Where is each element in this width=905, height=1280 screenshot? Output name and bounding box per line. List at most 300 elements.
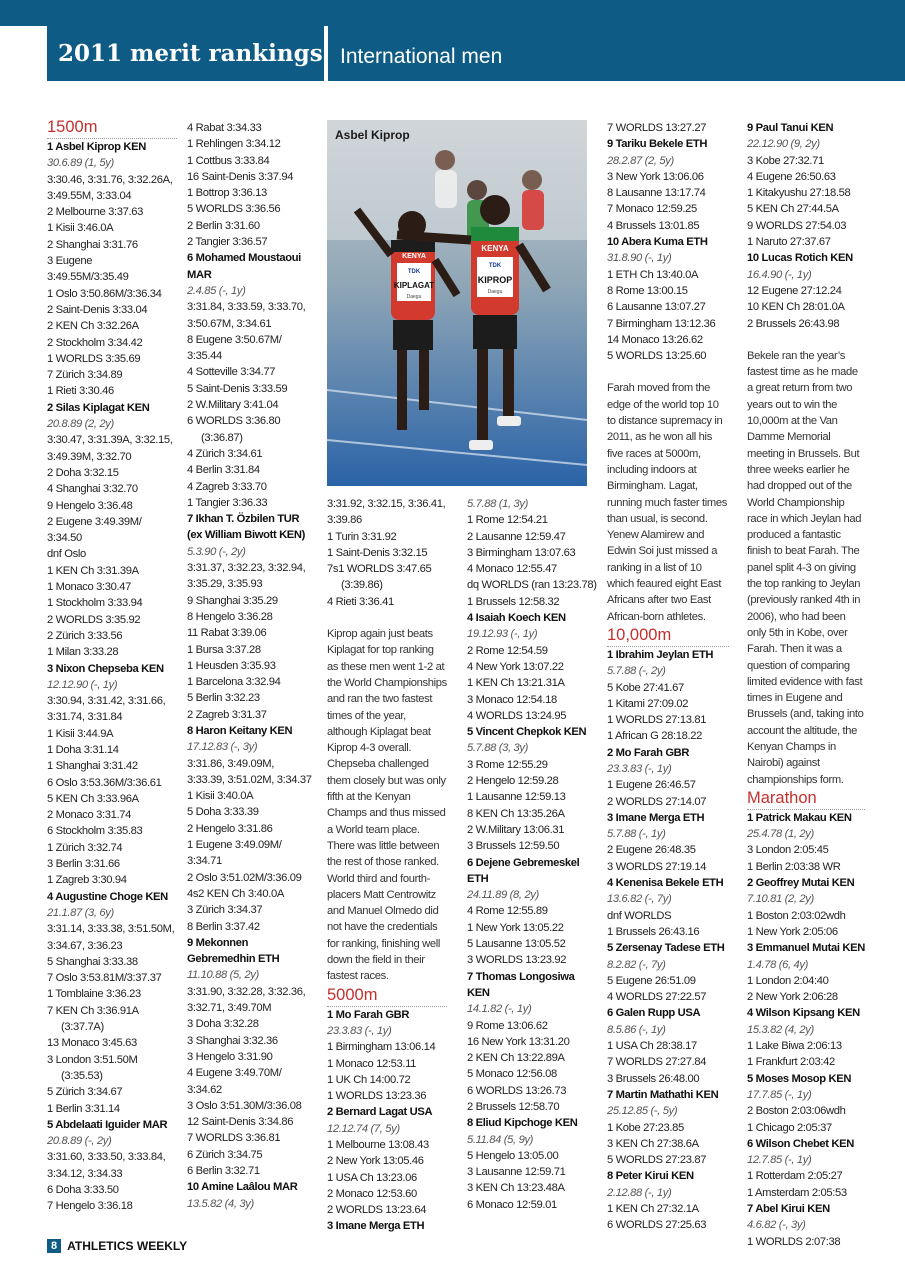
svg-text:KIPLAGAT: KIPLAGAT [393, 281, 435, 290]
result-line: 1 Berlin 3:31.14 [47, 1102, 120, 1115]
result-line: 5 Berlin 3:32.23 [187, 692, 260, 705]
result-line: 2 Eugene 26:48.35 [607, 844, 696, 857]
result-line: 3 Birmingham 13:07.63 [467, 546, 576, 559]
athlete-dob: 13.6.82 (-, 7y) [607, 893, 672, 906]
athlete-dob: 28.2.87 (2, 5y) [607, 154, 674, 167]
result-line: 1 KEN Ch 3:31.39A [47, 564, 139, 577]
result-line: 8 KEN Ch 13:35.26A [467, 807, 565, 820]
result-line: 3:31.60, 3:33.50, 3:33.84, [47, 1151, 166, 1164]
athlete-name: 10 Amine Laâlou MAR [187, 1181, 298, 1194]
commentary-paragraph: Farah moved from the edge of the world top 10 to distance supremacy in 2011, as he won all his five races at 5000m, including indoors at Birmingham. Lagat, running much faster times than usual, is second. Yenew Alamirew and Edwin Soi just missed a ranking in a list of 10 which feaured eight East Africans after two East African-born athletes. [607, 382, 727, 623]
result-line: 2 W.Military 13:06.31 [467, 823, 565, 836]
athlete-dob: 21.1.87 (3, 6y) [47, 906, 114, 919]
athlete-dob: 25.12.85 (-, 5y) [607, 1105, 678, 1118]
svg-text:TDK: TDK [488, 263, 502, 269]
athlete-dob: 2.4.85 (-, 1y) [187, 284, 246, 297]
athlete-dob: 12.12.90 (-, 1y) [47, 678, 118, 691]
result-line: 2 New York 13:05.46 [327, 1155, 424, 1168]
result-line: 3 Berlin 3:31.66 [47, 858, 120, 871]
athlete-name: 10 Lucas Rotich KEN [747, 252, 853, 265]
athlete-name: MAR [187, 268, 212, 281]
result-line: 1 Heusden 3:35.93 [187, 659, 276, 672]
header-divider [324, 26, 328, 81]
result-line: 4 WORLDS 27:22.57 [607, 991, 707, 1004]
result-line: 7 Zürich 3:34.89 [47, 369, 123, 382]
result-line: 1 Kitakyushu 27:18.58 [747, 187, 851, 200]
athlete-name: 2 Geoffrey Mutai KEN [747, 877, 855, 890]
page-footer [47, 1238, 187, 1254]
result-line: 3 KEN Ch 13:23.48A [467, 1182, 565, 1195]
result-line: 16 Saint-Denis 3:37.94 [187, 170, 294, 183]
result-line: 2 Monaco 3:31.74 [47, 809, 131, 822]
athlete-name: 3 Imane Merga ETH [327, 1220, 425, 1233]
result-line: 4 Monaco 12:55.47 [467, 563, 557, 576]
result-line: 3:49.55M, 3:33.04 [47, 189, 132, 202]
result-line: 3 Monaco 12:54.18 [467, 693, 557, 706]
commentary-paragraph: Kiprop again just beats Kiplagat for top ranking as these men went 1-2 at the World Championships and ran the two fastest times of the year, although Kiplagat beat Kiprop 4-3 overall. Chepseba challenged them closely but was only fifth at the Kenyan Champs and thus missed a World team place. There was little between the rest of those ranked. World third and fourth-placers Matt Centrowitz and Manuel Olmedo did not have the credentials for ranking, finishing well down the field in their fastest races. [327, 628, 447, 983]
athlete-name: 7 Abel Kirui KEN [747, 1203, 830, 1215]
result-line: 3:30.46, 3:31.76, 3:32.26A, [47, 173, 173, 186]
result-line: 4 New York 13:07.22 [467, 660, 564, 673]
result-line: 4 Brussels 13:01.85 [607, 219, 700, 232]
result-line: 5 Saint-Denis 3:33.59 [187, 382, 288, 395]
result-line: 5 Shanghai 3:33.38 [47, 955, 138, 968]
column-1 [47, 117, 177, 1215]
section-heading: Marathon [747, 788, 865, 810]
athlete-dob: 12.7.85 (-, 1y) [747, 1154, 812, 1167]
athlete-name: 7 Martin Mathathi KEN [607, 1088, 719, 1101]
result-line: 3:30.47, 3:31.39A, 3:32.15, [47, 434, 173, 447]
result-line: 6 WORLDS 3:36.80 [187, 415, 281, 428]
athlete-dob: 17.12.83 (-, 3y) [187, 741, 258, 754]
column-3 [327, 496, 447, 1235]
athlete-dob: 5.3.90 (-, 2y) [187, 545, 246, 558]
svg-text:KENYA: KENYA [481, 244, 509, 253]
result-line: 1 Birmingham 13:06.14 [327, 1041, 436, 1054]
result-line: 3:32.71, 3:49.70M [187, 1002, 272, 1015]
result-line: 7 WORLDS 13:27.27 [607, 122, 707, 134]
result-line: 3:31.84, 3:33.59, 3:33.70, [187, 301, 306, 314]
athlete-name: 2 Bernard Lagat USA [327, 1106, 433, 1119]
result-line: 2 Rome 12:54.59 [467, 644, 548, 657]
result-line: 1 New York 2:05:06 [747, 925, 838, 938]
column-5 [607, 120, 729, 1234]
result-line: 1 Kisii 3:40.0A [187, 790, 254, 803]
result-line: (3:35.53) [61, 1069, 103, 1082]
result-line: 2 Tangier 3:36.57 [187, 236, 268, 249]
athlete-name: 5 Vincent Chepkok KEN [467, 726, 587, 739]
result-line: 1 Berlin 2:03:38 WR [747, 860, 841, 873]
result-line: 16 New York 13:31.20 [467, 1035, 570, 1048]
athlete-name: 6 Wilson Chebet KEN [747, 1137, 855, 1150]
result-line: 1 UK Ch 14:00.72 [327, 1073, 411, 1086]
athlete-name: 8 Peter Kirui KEN [607, 1170, 694, 1183]
result-line: 12 Saint-Denis 3:34.86 [187, 1116, 294, 1129]
result-line: 2 Shanghai 3:31.76 [47, 238, 138, 251]
result-line: 4 Eugene 26:50.63 [747, 170, 836, 183]
result-line: 2 Hengelo 3:31.86 [187, 822, 273, 835]
athlete-dob: 19.12.93 (-, 1y) [467, 628, 538, 641]
result-line: 4 Zagreb 3:33.70 [187, 480, 267, 493]
result-line: 6 Doha 3:33.50 [47, 1184, 119, 1196]
page-header [47, 26, 905, 81]
result-line: 1 Kisii 3:46.0A [47, 222, 114, 235]
result-line: 5 Doha 3:33.39 [187, 806, 259, 819]
athlete-name: 6 Mohamed Moustaoui [187, 252, 301, 265]
result-line: 1 Oslo 3:50.86M/3:36.34 [47, 287, 162, 300]
result-line: 1 Eugene 26:46.57 [607, 779, 696, 792]
result-line: 1 Doha 3:31.14 [47, 743, 119, 756]
result-line: 3 London 3:51.50M [47, 1053, 138, 1066]
athlete-name: 8 Eliud Kipchoge KEN [467, 1117, 578, 1130]
result-line: 7s1 WORLDS 3:47.65 [327, 563, 432, 576]
result-line: 6 Zürich 3:34.75 [187, 1148, 263, 1161]
result-line: 9 Hengelo 3:36.48 [47, 499, 133, 512]
result-line: 5 Zürich 3:34.67 [47, 1086, 123, 1099]
result-line: 3 Rome 12:55.29 [467, 758, 548, 771]
athlete-name: 8 Haron Keitany KEN [187, 724, 293, 737]
result-line: 3 Oslo 3:51.30M/3:36.08 [187, 1099, 302, 1112]
result-line: 5 Hengelo 13:05.00 [467, 1149, 559, 1162]
result-line: 2 Saint-Denis 3:33.04 [47, 303, 148, 316]
result-line: 1 Bottrop 3:36.13 [187, 187, 267, 200]
athlete-dob: 5.7.88 (1, 3y) [467, 498, 529, 510]
athlete-name: 4 Isaiah Koech KEN [467, 612, 566, 625]
result-line: 2 WORLDS 13:23.64 [327, 1204, 427, 1217]
athlete-dob: 31.8.90 (-, 1y) [607, 252, 672, 265]
athlete-name: 3 Nixon Chepseba KEN [47, 662, 164, 675]
result-line: 6 Berlin 3:32.71 [187, 1165, 260, 1177]
result-line: 6 Monaco 12:59.01 [467, 1198, 557, 1211]
athlete-name: 3 Emmanuel Mutai KEN [747, 942, 865, 955]
result-line: 3:31.92, 3:32.15, 3:36.41, [327, 498, 446, 510]
athlete-dob: 12.12.74 (7, 5y) [327, 1122, 400, 1135]
result-line: 1 Boston 2:03:02wdh [747, 909, 846, 922]
result-line: 1 KEN Ch 27:32.1A [607, 1203, 699, 1215]
result-line: 2 Monaco 12:53.60 [327, 1187, 417, 1200]
result-line: 3 WORLDS 27:19.14 [607, 860, 707, 873]
result-line: 3:31.14, 3:33.38, 3:51.50M, [47, 923, 175, 936]
result-line: 4 WORLDS 13:24.95 [467, 709, 567, 722]
result-line: 13 Monaco 3:45.63 [47, 1037, 137, 1050]
result-line: 3:35.29, 3:35.93 [187, 578, 263, 591]
result-line: 7 WORLDS 27:27.84 [607, 1056, 707, 1069]
result-line: 1 London 2:04:40 [747, 974, 829, 987]
race-photo-image [327, 120, 587, 486]
result-line: 10 KEN Ch 28:01.0A [747, 301, 845, 314]
result-line: 3:39.86 [327, 514, 362, 527]
result-line: 1 Rotterdam 2:05:27 [747, 1170, 843, 1183]
result-line: 2 Doha 3:32.15 [47, 466, 119, 479]
result-line: 1 KEN Ch 13:21.31A [467, 677, 565, 690]
result-line: 5 WORLDS 27:23.87 [607, 1154, 707, 1167]
spacer [747, 332, 865, 348]
result-line: 3 Hengelo 3:31.90 [187, 1050, 273, 1063]
result-line: 4 Eugene 3:49.70M/ [187, 1067, 282, 1080]
result-line: 2 WORLDS 27:14.07 [607, 795, 707, 808]
athlete-dob: 15.3.82 (4, 2y) [747, 1023, 814, 1036]
result-line: 3:34.62 [187, 1083, 222, 1096]
result-line: 1 Amsterdam 2:05:53 [747, 1186, 847, 1199]
athlete-name: 2 Mo Farah GBR [607, 746, 690, 759]
result-line: 3 Brussels 12:59.50 [467, 840, 560, 853]
athlete-name: 1 Patrick Makau KEN [747, 811, 852, 824]
result-line: dq WORLDS (ran 13:23.78) [467, 579, 597, 592]
result-line: 1 Kobe 27:23.85 [607, 1121, 684, 1134]
athlete-dob: 14.1.82 (-, 1y) [467, 1003, 532, 1016]
athlete-name: 1 Asbel Kiprop KEN [47, 141, 146, 153]
result-line: 1 Cottbus 3:33.84 [187, 154, 270, 167]
athlete-name: Gebremedhin ETH [187, 953, 280, 966]
result-line: 1 Brussels 12:58.32 [467, 595, 560, 608]
result-line: 3 Zürich 3:34.37 [187, 904, 263, 917]
athlete-name: 2 Silas Kiplagat KEN [47, 401, 150, 414]
result-line: 3:49.39M, 3:32.70 [47, 450, 132, 463]
section-heading: 5000m [327, 985, 447, 1007]
athlete-dob: 20.8.89 (-, 2y) [47, 1135, 112, 1148]
athlete-dob: 22.12.90 (9, 2y) [747, 138, 820, 151]
athlete-name: 10 Abera Kuma ETH [607, 236, 708, 249]
athlete-name: 4 Kenenisa Bekele ETH [607, 877, 724, 890]
result-line: 4s2 KEN Ch 3:40.0A [187, 887, 284, 900]
result-line: 3:31.86, 3:49.09M, [187, 757, 274, 770]
result-line: 8 Berlin 3:37.42 [187, 920, 260, 933]
athlete-dob: 4.6.82 (-, 3y) [747, 1219, 806, 1232]
result-line: 9 WORLDS 27:54.03 [747, 219, 847, 232]
result-line: 1 Zagreb 3:30.94 [47, 874, 127, 887]
result-line: 1 WORLDS 2:07:38 [747, 1235, 841, 1248]
result-line: 2 Oslo 3:51.02M/3:36.09 [187, 871, 302, 884]
result-line: 3:49.55M/3:35.49 [47, 271, 129, 284]
result-line: 3 Lausanne 12:59.71 [467, 1166, 566, 1179]
result-line: 3 Kobe 27:32.71 [747, 154, 824, 167]
athlete-name: KEN [467, 986, 490, 999]
result-line: 12 Eugene 27:12.24 [747, 284, 842, 297]
result-line: 1 Shanghai 3:31.42 [47, 760, 138, 773]
result-line: 6 WORLDS 27:25.63 [607, 1219, 707, 1232]
result-line: 2 Lausanne 12:59.47 [467, 530, 566, 543]
result-line: 7 KEN Ch 3:36.91A [47, 1004, 139, 1017]
athlete-dob: 30.6.89 (1, 5y) [47, 157, 114, 170]
result-line: 8 Hengelo 3:36.28 [187, 610, 273, 623]
result-line: 1 Naruto 27:37.67 [747, 236, 831, 249]
result-line: 8 Eugene 3:50.67M/ [187, 333, 282, 346]
result-line: 1 Stockholm 3:33.94 [47, 597, 143, 610]
result-line: 4 Rieti 3:36.41 [327, 595, 394, 608]
race-photo [327, 120, 587, 486]
result-line: 2 Hengelo 12:59.28 [467, 775, 559, 788]
result-line: 1 Brussels 26:43.16 [607, 925, 700, 938]
result-line: 8 Rome 13:00.15 [607, 284, 688, 297]
athlete-dob: 5.11.84 (5, 9y) [467, 1133, 534, 1146]
result-line: 5 Lausanne 13:05.52 [467, 938, 566, 951]
result-line: 1 Rieti 3:30.46 [47, 385, 114, 398]
svg-text:Daegu: Daegu [406, 294, 422, 300]
result-line: 1 African G 28:18.22 [607, 730, 702, 743]
result-line: 1 Barcelona 3:32.94 [187, 676, 281, 689]
result-line: 3:50.67M, 3:34.61 [187, 317, 272, 330]
result-line: 1 WORLDS 27:13.81 [607, 714, 707, 727]
result-line: 1 New York 13:05.22 [467, 921, 564, 934]
result-line: (3:36.87) [201, 431, 243, 444]
result-line: 1 Zürich 3:32.74 [47, 841, 123, 854]
result-line: 2 Eugene 3:49.39M/ [47, 515, 142, 528]
athlete-dob: 25.4.78 (1, 2y) [747, 828, 814, 841]
athlete-dob: 5.7.88 (-, 1y) [607, 828, 666, 841]
result-line: 8 Lausanne 13:17.74 [607, 187, 706, 200]
result-line: 2 Zürich 3:33.56 [47, 629, 123, 642]
result-line: 6 Oslo 3:53.36M/3:36.61 [47, 776, 162, 789]
result-line: 1 Milan 3:33.28 [47, 646, 119, 659]
result-line: 1 Saint-Denis 3:32.15 [327, 546, 428, 559]
athlete-name: 3 Imane Merga ETH [607, 811, 705, 824]
athlete-dob: 20.8.89 (2, 2y) [47, 418, 114, 431]
result-line: 3:34.12, 3:34.33 [47, 1167, 123, 1180]
result-line: 6 WORLDS 13:26.73 [467, 1084, 567, 1097]
athlete-dob: 1.4.78 (6, 4y) [747, 958, 809, 971]
page-title: 2011 merit rankings [58, 40, 323, 67]
athlete-dob: 16.4.90 (-, 1y) [747, 268, 812, 281]
result-line: dnf Oslo [47, 548, 86, 561]
svg-text:KIPROP: KIPROP [477, 275, 513, 285]
result-line: 2 Zagreb 3:31.37 [187, 708, 267, 721]
result-line: 7 Hengelo 3:36.18 [47, 1200, 133, 1213]
athlete-name: 4 Augustine Choge KEN [47, 890, 168, 903]
result-line: 3:30.94, 3:31.42, 3:31.66, [47, 695, 166, 708]
result-line: 7 Oslo 3:53.81M/3:37.37 [47, 972, 162, 985]
athlete-dob: 7.10.81 (2, 2y) [747, 893, 814, 906]
section-heading: 1500m [47, 117, 177, 139]
result-line: 1 Turin 3:31.92 [327, 530, 397, 543]
result-line: 3:34.50 [47, 532, 82, 545]
result-line: 3 Eugene [47, 255, 93, 268]
athlete-dob: 23.3.83 (-, 1y) [607, 762, 672, 775]
athlete-name: 7 Thomas Longosiwa [467, 970, 575, 983]
athlete-name: 1 Mo Farah GBR [327, 1008, 410, 1021]
result-line: 2 Stockholm 3:34.42 [47, 336, 143, 349]
result-line: dnf WORLDS [607, 909, 672, 922]
athlete-dob: 5.7.88 (-, 2y) [607, 665, 666, 678]
result-line: 1 USA Ch 28:38.17 [607, 1040, 697, 1053]
result-line: 1 Tomblaine 3:36.23 [47, 988, 141, 1001]
result-line: 1 Rehlingen 3:34.12 [187, 138, 281, 151]
result-line: 3 Brussels 26:48.00 [607, 1072, 700, 1085]
result-line: 5 KEN Ch 27:44.5A [747, 203, 839, 216]
result-line: 1 WORLDS 3:35.69 [47, 352, 141, 365]
athlete-name: 4 Wilson Kipsang KEN [747, 1007, 860, 1020]
athlete-name: (ex William Biwott KEN) [187, 529, 306, 542]
result-line: 7 Birmingham 13:12.36 [607, 317, 716, 330]
result-line: 1 Bursa 3:37.28 [187, 643, 261, 656]
result-line: 4 Shanghai 3:32.70 [47, 483, 138, 496]
athlete-name: 5 Abdelaati Iguider MAR [47, 1118, 168, 1131]
athlete-dob: 17.7.85 (-, 1y) [747, 1088, 812, 1101]
athlete-name: 5 Zersenay Tadese ETH [607, 942, 725, 955]
result-line: 3 New York 13:06.06 [607, 170, 704, 183]
result-line: 7 Monaco 12:59.25 [607, 203, 697, 216]
athlete-dob: 13.5.82 (4, 3y) [187, 1197, 254, 1210]
athlete-dob: 5.7.88 (3, 3y) [467, 742, 529, 755]
athlete-name: 6 Dejene Gebremeskel [467, 856, 580, 869]
result-line: 2 Melbourne 3:37.63 [47, 206, 143, 219]
result-line: 2 KEN Ch 13:22.89A [467, 1052, 565, 1065]
athlete-dob: 2.12.88 (-, 1y) [607, 1186, 672, 1199]
column-6 [747, 120, 865, 1250]
result-line: 5 Eugene 26:51.09 [607, 974, 696, 987]
result-line: 14 Monaco 13:26.62 [607, 333, 703, 346]
result-line: 1 Frankfurt 2:03:42 [747, 1056, 835, 1069]
result-line: (3:39.86) [341, 579, 383, 592]
athlete-name: ETH [467, 872, 489, 885]
result-line: 6 Stockholm 3:35.83 [47, 825, 143, 838]
spacer [607, 364, 729, 380]
result-line: (3:37.7A) [61, 1021, 104, 1034]
athlete-dob: 8.5.86 (-, 1y) [607, 1023, 666, 1036]
commentary-paragraph: Bekele ran the year’s fastest time as he made a great return from two years out to win the 10,000m at the Van Damme Memorial meeting in Brussels. But three weeks earlier he had dropped out of the World Championship race in which Jeylan had produced a fantastic finish to beat Farah. The panel split 4-3 on giving the top ranking to Jeylan (previously ranked 4th in 2006), who had been only 5th in Kobe, over Farah. Then it was a question of comparing limited evidence with fast times in Eugene and Brussels (and, taking into account the altitude, the Kenyan Champs in Nairobi) against championships form. [747, 349, 864, 786]
result-line: 2 W.Military 3:41.04 [187, 399, 279, 412]
athlete-name: 5 Moses Mosop KEN [747, 1072, 852, 1085]
result-line: 1 Eugene 3:49.09M/ [187, 839, 282, 852]
result-line: 3:34.71 [187, 855, 222, 868]
result-line: 9 Shanghai 3:35.29 [187, 594, 278, 607]
result-line: 4 Zürich 3:34.61 [187, 447, 263, 460]
result-line: 3:31.74, 3:31.84 [47, 711, 123, 724]
result-line: 1 Lausanne 12:59.13 [467, 791, 566, 804]
result-line: 3:31.90, 3:32.28, 3:32.36, [187, 985, 306, 998]
result-line: 3 London 2:05:45 [747, 844, 829, 857]
page-number: 8 [47, 1239, 61, 1253]
page-subtitle: International men [340, 45, 503, 68]
magazine-name: ATHLETICS WEEKLY [67, 1239, 188, 1253]
athlete-name: 6 Galen Rupp USA [607, 1007, 701, 1020]
result-line: 5 Monaco 12:56.08 [467, 1068, 557, 1081]
result-line: 3:34.67, 3:36.23 [47, 939, 123, 952]
result-line: 4 Rome 12:55.89 [467, 905, 548, 918]
spacer [327, 610, 447, 626]
result-line: 11 Rabat 3:39.06 [187, 627, 267, 640]
photo-caption: Asbel Kiprop [335, 128, 410, 142]
athlete-name: 1 Ibrahim Jeylan ETH [607, 648, 714, 661]
result-line: 1 Kitami 27:09.02 [607, 697, 689, 710]
svg-text:Daegu: Daegu [487, 289, 503, 295]
result-line: 2 Brussels 26:43.98 [747, 317, 840, 330]
result-line: 5 Kobe 27:41.67 [607, 681, 684, 694]
result-line: 4 Sotteville 3:34.77 [187, 366, 276, 379]
result-line: 1 Lake Biwa 2:06:13 [747, 1040, 842, 1053]
athlete-name: 9 Mekonnen [187, 936, 249, 949]
result-line: 2 Brussels 12:58.70 [467, 1100, 560, 1113]
result-line: 1 Melbourne 13:08.43 [327, 1138, 429, 1151]
svg-text:KENYA: KENYA [402, 253, 426, 260]
result-line: 3 Shanghai 3:32.36 [187, 1034, 278, 1047]
column-2 [187, 120, 319, 1212]
result-line: 1 Monaco 3:30.47 [47, 581, 131, 594]
result-line: 1 Tangier 3:36.33 [187, 496, 268, 509]
athlete-dob: 11.10.88 (5, 2y) [187, 969, 259, 982]
result-line: 1 WORLDS 13:23.36 [327, 1090, 427, 1103]
result-line: 1 USA Ch 13:23.06 [327, 1171, 417, 1184]
result-line: 3:35.44 [187, 350, 222, 363]
result-line: 7 WORLDS 3:36.81 [187, 1132, 281, 1145]
result-line: 3:33.39, 3:51.02M, 3:34.37 [187, 773, 312, 786]
athlete-name: 7 Ikhan T. Özbilen TUR [187, 513, 300, 526]
result-line: 3 Doha 3:32.28 [187, 1018, 259, 1031]
athlete-dob: 8.2.82 (-, 7y) [607, 958, 666, 971]
column-4 [467, 496, 597, 1213]
result-line: 2 Berlin 3:31.60 [187, 219, 260, 232]
result-line: 3:31.37, 3:32.23, 3:32.94, [187, 562, 306, 575]
athlete-dob: 23.3.83 (-, 1y) [327, 1024, 392, 1037]
